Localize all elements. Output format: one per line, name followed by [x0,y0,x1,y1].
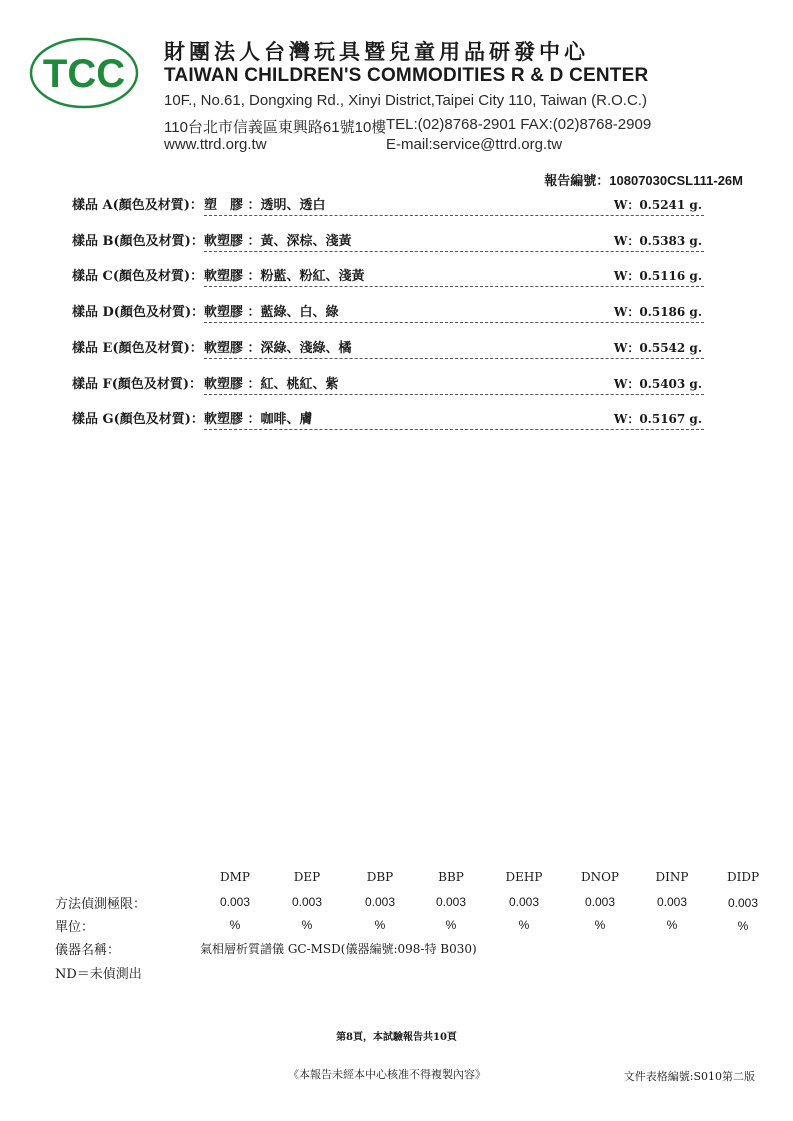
sample-weight: W：0.5241 g. [613,198,702,212]
column-header: BBP [438,870,464,884]
sample-label: 樣品 F(顏色及材質)： [72,377,203,392]
dashed-divider [204,429,704,430]
sample-label: 樣品 A(顏色及材質)： [72,198,203,213]
dashed-divider [204,394,704,395]
table-cell: % [374,918,386,932]
report-number: 報告編號：10807030CSL111-26M [544,173,743,188]
table-cell: % [594,918,606,932]
sample-row [72,301,712,325]
sample-weight: W：0.5403 g. [613,377,702,391]
sample-row [72,265,712,289]
sample-desc: 軟塑膠 ：粉藍、粉紅、淺黃 [204,269,365,284]
sample-desc: 塑 膠 ：透明、透白 [204,198,326,213]
sample-row [72,408,712,432]
sample-weight: W：0.5116 g. [613,269,702,283]
table-cell: % [518,918,530,932]
tcc-logo [28,36,140,110]
sample-weight: W：0.5167 g. [613,412,702,426]
dashed-divider [204,251,704,252]
sample-label: 樣品 B(顏色及材質)： [72,234,204,249]
footer-form-number: 文件表格編號:S010第二版 [623,1070,755,1083]
sample-desc: 軟塑膠 ：深綠、淺綠、橘 [204,341,352,356]
row-label: 方法偵測極限： [55,897,147,912]
sample-label: 樣品 C(顏色及材質)： [72,269,204,284]
column-header: DNOP [580,870,620,884]
dashed-divider [204,358,704,359]
sample-row [72,194,712,218]
address-en: 10F., No.61, Dongxing Rd., Xinyi District,Taipei City 110, Taiwan (R.O.C.) [164,92,647,109]
table-cell: % [666,918,678,932]
table-cell: 0.003 [727,896,759,910]
org-name-zh: 財團法人台灣玩具暨兒童用品研發中心 [164,39,589,64]
column-header: DIDP [726,870,760,884]
website: www.ttrd.org.tw [164,136,267,153]
org-name-en: TAIWAN CHILDREN'S COMMODITIES R & D CENTER [164,65,649,86]
sample-row [72,337,712,361]
address-zh: 110台北市信義區東興路61號10樓 [164,119,387,136]
sample-label: 樣品 D(顏色及材質)： [72,305,205,320]
column-header: DEHP [505,870,543,884]
sample-row [72,230,712,254]
logo-text: TCC [42,52,126,96]
table-cell: % [445,918,457,932]
instrument-label: 儀器名稱： [55,943,121,958]
table-cell: 0.003 [656,895,688,909]
sample-desc: 軟塑膠 ：藍綠、白、綠 [204,305,339,320]
sample-desc: 軟塑膠 ：紅、桃紅、紫 [204,377,339,392]
email: E-mail:service@ttrd.org.tw [386,136,563,153]
table-cell: 0.003 [219,895,251,909]
table-cell: 0.003 [508,895,540,909]
sample-weight: W：0.5383 g. [613,234,702,248]
dashed-divider [204,322,704,323]
dashed-divider [204,286,704,287]
sample-label: 樣品 G(顏色及材質)： [72,412,204,427]
table-cell: 0.003 [291,895,323,909]
table-cell: 0.003 [364,895,396,909]
instrument-value: 氣相層析質譜儀 GC-MSD(儀器編號:098-特 B030) [200,942,477,956]
page-number-note: 第8頁，本試驗報告共10頁 [336,1032,457,1043]
table-cell: % [229,918,241,932]
column-header: DEP [293,870,321,884]
sample-desc: 軟塑膠 ：黃、深棕、淺黃 [204,234,352,249]
table-cell: % [737,919,749,933]
table-cell: 0.003 [584,895,616,909]
sample-weight: W：0.5542 g. [613,341,702,355]
column-header: DBP [366,870,394,884]
sample-desc: 軟塑膠 ：咖啡、膚 [204,412,313,427]
column-header: DINP [655,870,689,884]
tel-fax: TEL:(02)8768-2901 FAX:(02)8768-2909 [386,116,652,133]
nd-note: ND＝未偵測出 [55,967,142,982]
row-label: 單位： [55,920,95,935]
column-header: DMP [220,870,250,884]
sample-label: 樣品 E(顏色及材質)： [72,341,203,356]
table-cell: % [301,918,313,932]
footer-copy-notice: 《本報告未經本中心核准不得複製內容》 [288,1068,486,1081]
table-cell: 0.003 [435,895,467,909]
dashed-divider [204,215,704,216]
sample-weight: W：0.5186 g. [613,305,702,319]
sample-row [72,373,712,397]
